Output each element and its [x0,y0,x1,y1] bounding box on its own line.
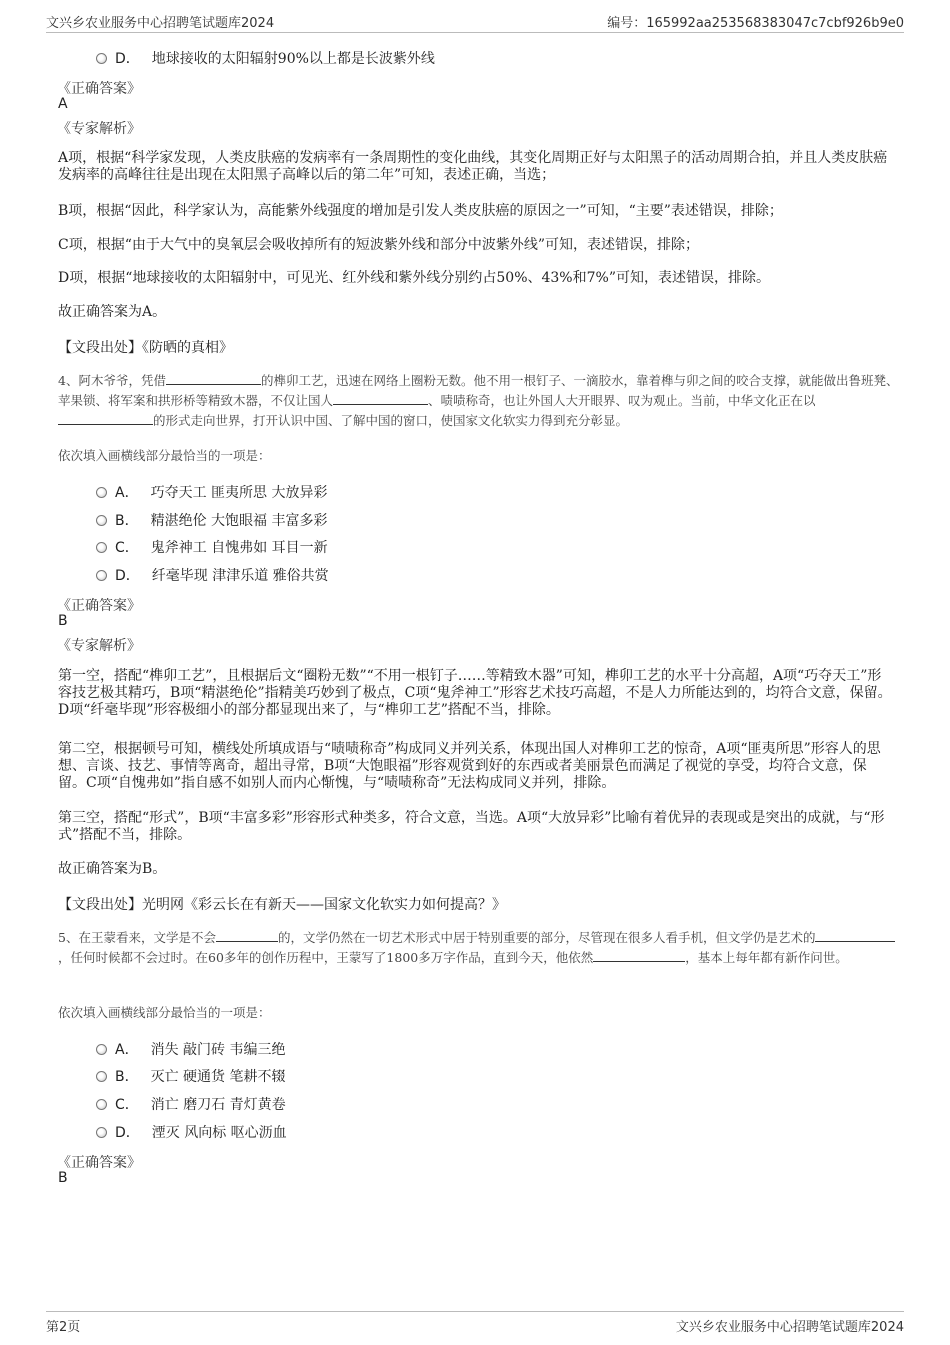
q5-answer: B [58,1170,68,1186]
q3-analysis-b: B项，根据“因此，科学家认为，高能紫外线强度的增加是引发人类皮肤癌的原因之一”可知，“主要”表述错误，排除； [58,203,783,219]
q4-option-a[interactable]: A． 巧夺天工 匪夷所思 大放异彩 [96,482,327,502]
q4-stem: 4、阿木爷爷，凭借 的榫卯工艺，迅速在网络上圈粉无数。他不用一根钉子、一滴胶水，靠着榫与卯之间的咬合支撑，就能做出鲁班凳、苹果锁、将军案和拱形桥等精致木器，不仅让国人 、啧啧称奇，也让外国人大开眼界、叹为观止。当前，中华文化正在以的形式走向世界，打开认识中国、了解中国的窗口，使国家文化软实力得到充分彰显。 [58,373,899,428]
q5-stem: 5、在王蒙看来，文学是不会 的，文学仍然在一切艺术形式中居于特别重要的部分，尽管现在很多人看手机，但文学仍是艺术的，任何时候都不会过时。在60多年的创作历程中，王蒙写了1800多万字作品，直到今天，他依然 ，基本上每年都有新作问世。 [58,928,900,968]
q4-conclusion: 故正确答案为B。 [58,861,167,877]
q4-analysis-1: 第一空，搭配“榫卯工艺”，且根据后文“圈粉无数”“不用一根钉子……等精致木器”可知，榫卯工艺的水平十分高超，A项“巧夺天工”形容技艺极其精巧，B项“精湛绝伦”指精美巧妙到了极点，C项“鬼斧神工”形容艺术技巧高超，不是人力所能达到的，均符合文意，保留。D项“纤毫毕现”形容极细小的部分都显现出来了，与“榫卯工艺”搭配不当，排除。 [58,668,892,718]
q3-correct-answer-label: 《正确答案》 [57,81,141,97]
q4-correct-answer-label: 《正确答案》 [57,598,141,614]
q4-answer: B [58,613,68,629]
radio-icon[interactable] [96,53,107,64]
q4-option-b[interactable]: B． 精湛绝伦 大饱眼福 丰富多彩 [96,510,328,530]
q4-analysis-2: 第二空，根据顿号可知，横线处所填成语与“啧啧称奇”构成同义并列关系，体现出国人对榫卯工艺的惊奇，A项“匪夷所思”形容人的思想、言谈、技艺、事情等离奇，超出寻常，B项“大饱眼福”形容观赏到好的东西或者美丽景色而满足了视觉的享受，均符合文意，保留。C项“自愧弗如”指自感不如别人而内心惭愧，与“啧啧称奇”无法构成同义并列，排除。 [58,741,881,791]
radio-icon[interactable] [96,1044,107,1055]
q4-analysis-3: 第三空，搭配“形式”，B项“丰富多彩”形容形式种类多，符合文意，当选。A项“大放异彩”比喻有着优异的表现或是突出的成就，与“形式”搭配不当，排除。 [58,810,885,843]
footer-title: 文兴乡农业服务中心招聘笔试题库2024 [675,1320,904,1335]
header-title: 文兴乡农业服务中心招聘笔试题库2024 [46,16,275,31]
q4-option-c[interactable]: C． 鬼斧神工 自愧弗如 耳目一新 [96,537,328,557]
q3-analysis-d: D项，根据“地球接收的太阳辐射中，可见光、红外线和紫外线分别约占50%、43%和7%”可知，表述错误，排除。 [58,270,770,286]
header-serial-number: 编号：165992aa253568383047c7cbf926b9e0 [607,16,904,31]
radio-icon[interactable] [96,487,107,498]
page-footer [46,1311,904,1336]
page-header [46,10,904,33]
q3-source: 【文段出处】《防晒的真相》 [58,340,233,356]
page-number: 第2页 [46,1320,81,1335]
q3-conclusion: 故正确答案为A。 [58,304,167,320]
q5-option-c[interactable]: C． 消亡 磨刀石 青灯黄卷 [96,1094,286,1114]
q4-analysis-label: 《专家解析》 [57,638,141,654]
q3-answer: A [58,96,68,112]
q5-option-b[interactable]: B． 灭亡 硬通货 笔耕不辍 [96,1066,286,1086]
radio-icon[interactable] [96,1071,107,1082]
q3-analysis-a: A项，根据“科学家发现，人类皮肤癌的发病率有一条周期性的变化曲线，其变化周期正好与太阳黑子的活动周期合拍，并且人类皮肤癌发病率的高峰往往是出现在太阳黑子高峰以后的第二年”可知，表述正确，当选； [58,150,888,183]
radio-icon[interactable] [96,515,107,526]
q3-analysis-c: C项，根据“由于大气中的臭氧层会吸收掉所有的短波紫外线和部分中波紫外线”可知，表述错误，排除； [58,237,700,253]
radio-icon[interactable] [96,1127,107,1138]
radio-icon[interactable] [96,570,107,581]
q4-prompt: 依次填入画横线部分最恰当的一项是： [58,448,271,463]
blank-2 [333,392,428,405]
blank-1 [216,929,278,942]
q3-analysis-label: 《专家解析》 [57,121,141,137]
q5-option-d[interactable]: D． 湮灭 风向标 呕心沥血 [96,1122,287,1142]
q4-option-d[interactable]: D． 纤毫毕现 津津乐道 雅俗共赏 [96,565,329,585]
blank-3 [58,412,153,425]
q5-correct-answer-label: 《正确答案》 [57,1155,141,1171]
q5-prompt: 依次填入画横线部分最恰当的一项是： [58,1005,271,1020]
q4-source: 【文段出处】光明网《彩云长在有新天——国家文化软实力如何提高？》 [58,897,506,913]
blank-1 [166,372,261,385]
q5-option-a[interactable]: A． 消失 敲门砖 韦编三绝 [96,1039,285,1059]
option-key: D． [115,51,140,67]
blank-3 [593,949,685,962]
radio-icon[interactable] [96,1099,107,1110]
blank-2 [815,929,895,942]
radio-icon[interactable] [96,542,107,553]
q3-option-d[interactable] [96,48,435,68]
option-text: 地球接收的太阳辐射90%以上都是长波紫外线 [151,51,435,67]
